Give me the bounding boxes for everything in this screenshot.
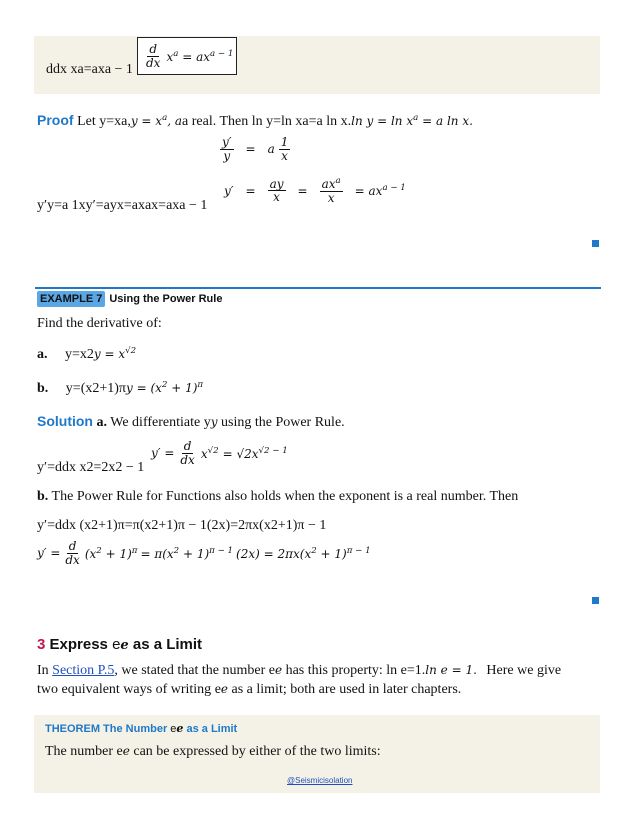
proof-label: Proof bbox=[37, 112, 74, 128]
section-number: 3 bbox=[37, 636, 46, 653]
example-title: Using the Power Rule bbox=[109, 293, 223, 305]
solution-b-line: b. The Power Rule for Functions also holds when the exponent is a real number. Then bbox=[37, 489, 519, 504]
example-badge: EXAMPLE 7 bbox=[37, 291, 105, 307]
rule-plain-text: ddx xa=axa − 1 bbox=[46, 62, 133, 77]
section-paragraph-line-1: In Section P.5, we stated that the number ee has this property: ln e=1.ln e = 1. Here we give bbox=[37, 663, 562, 678]
solution-label: Solution bbox=[37, 413, 93, 429]
rule-frac: $\frac{d}{dx}$ bbox=[146, 41, 161, 70]
example-rule bbox=[35, 287, 601, 289]
theorem-body: The number ee can be expressed by either of the two limits: bbox=[45, 744, 381, 759]
proof-line: Proof Let $y=xa,y = x^a$, aa real. Then ln y=ln xa=a ln x.ln $y = \ln x^a = a$ ln x. bbox=[37, 112, 473, 129]
proof-equation-1: $\frac{y'}{y}$ = a $\frac{1}{x}$ bbox=[222, 135, 289, 163]
rule-formula: $x^a = ax^{a - 1}$ bbox=[166, 48, 234, 64]
solution-line: Solution a. We differentiate yy using the Power Rule. bbox=[37, 413, 345, 430]
section-p5-link[interactable]: Section P.5 bbox=[52, 663, 115, 678]
section-heading: 3 Express ee as a Limit bbox=[37, 636, 203, 653]
proof-end-marker bbox=[592, 240, 599, 247]
example-header bbox=[37, 291, 222, 307]
section-paragraph-line-2: two equivalent ways of writing ee as a limit; both are used in later chapters. bbox=[37, 682, 462, 697]
rule-formula-frame bbox=[137, 37, 237, 75]
proof-equation-2: y′ = $\frac{ay}{x}$ = $\frac{ax^a}{x}$ = $ax^{a - 1}$ bbox=[224, 176, 406, 205]
solution-end-marker bbox=[592, 597, 599, 604]
solution-a-plain: y′=ddx x2=2x2 − 1 bbox=[37, 460, 145, 475]
example-part-a: a. $y=x2y = x^{√2}$ bbox=[37, 346, 137, 362]
example-intro: Find the derivative of: bbox=[37, 316, 162, 331]
solution-a-equation: y′ = $\frac{d}{dx}$ $x^{√2}$ = $√2x^{√2 - 1}$ bbox=[151, 439, 288, 467]
solution-b-equation: y′ = $\frac{d}{dx}$ $(x^2 + 1)^\pi$ = $\pi(x^2 + 1)^{\pi - 1}$ $(2x) = 2\pi x(x^2 + 1)^{\pi - 1}$ bbox=[37, 539, 371, 567]
watermark: @Seismicisolation bbox=[287, 776, 353, 785]
theorem-title: THEOREM The Number ee as a Limit bbox=[45, 722, 238, 735]
proof-plain-2: y′y=a 1xy′=ayx=axax=axa − 1 bbox=[37, 198, 208, 213]
solution-b-plain: y′=ddx (x2+1)π=π(x2+1)π − 1(2x)=2πx(x2+1)π − 1 bbox=[37, 518, 327, 533]
example-part-b: b. $y=(x2+1)\pi y = (x^2 + 1)^\pi$ bbox=[37, 380, 204, 396]
